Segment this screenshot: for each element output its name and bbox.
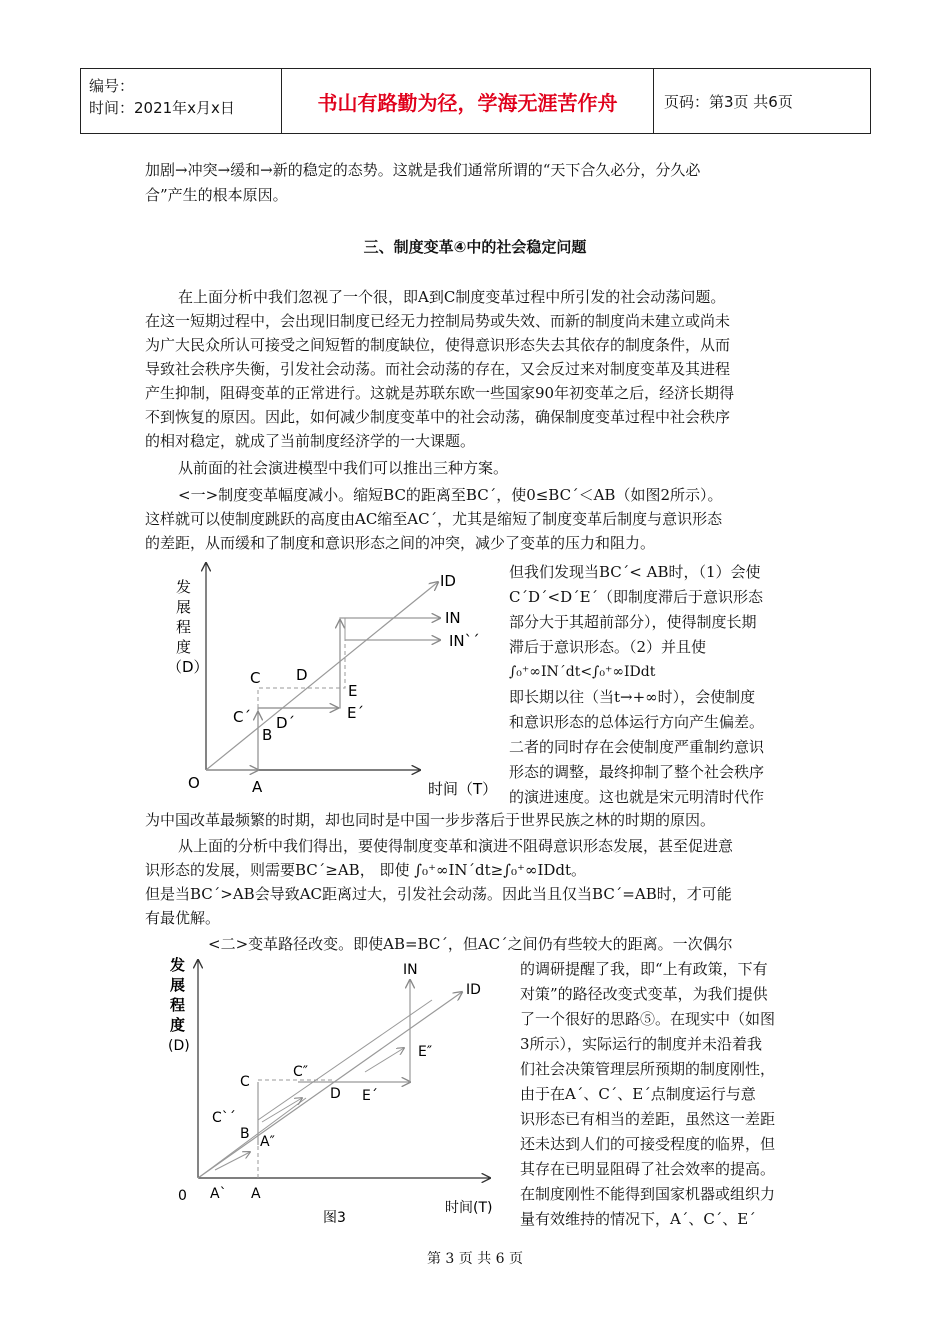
fig2-line-id: ID	[440, 572, 456, 590]
mid-diagonal	[258, 1000, 432, 1120]
fig3-ylabel-2: 展	[170, 976, 186, 994]
para5-line: 有最优解。	[145, 909, 221, 927]
side1-line: 滞后于意识形态。（2）并且使	[509, 638, 707, 656]
side2-line: 其存在已明显阻碍了社会效率的提高。	[520, 1160, 776, 1178]
para5-line: 识形态的发展，则需要BC´≥AB， 即使 ∫₀⁺∞IN´dt≥∫₀⁺∞IDdt。	[145, 861, 587, 879]
fig3-ylabel-5: (D)	[168, 1038, 190, 1054]
para6-line: <二>变革路径改变。即使AB=BC´，但AC´之间仍有些较大的距离。一次偶尔	[208, 935, 733, 953]
header-page-info: 页码：第3页 共6页	[664, 92, 793, 111]
side1-line: 形态的调整，最终抑制了整个社会秩序	[509, 763, 765, 781]
para1-line: 产生抑制，阻碍变革的正常进行。这就是苏联东欧一些国家90年初变革之后，经济长期得	[145, 384, 735, 402]
fig3-ylabel-4: 度	[170, 1016, 186, 1034]
fig3-point-e-prime: E´	[362, 1088, 378, 1104]
header-meta	[81, 69, 282, 133]
side1-line: 部分大于其超前部分），使得制度长期	[509, 613, 757, 631]
fig2-point-a: A	[252, 778, 263, 796]
intro-line-2: 合”产生的根本原因。	[145, 186, 288, 204]
fig2-point-d: D	[296, 666, 308, 684]
page-header	[80, 68, 871, 134]
fig3-point-c: C	[240, 1074, 250, 1090]
figure-3	[145, 952, 515, 1232]
para1-line: 为广大民众所认可接受之间短暂的制度缺位，使得意识形态失去其依存的制度条件，从而	[145, 336, 731, 354]
header-motto: 书山有路勤为径，学海无涯苦作舟	[282, 69, 654, 133]
fig2-point-c-prime: C´	[233, 708, 251, 726]
side1-formula: ∫₀⁺∞IN´dt<∫₀⁺∞IDdt	[509, 664, 656, 680]
fig3-origin: 0	[178, 1188, 187, 1204]
para4-line: 为中国改革最频繁的时期，却也同时是中国一步步落后于世界民族之林的时期的原因。	[145, 811, 716, 829]
fig2-point-b: B	[262, 726, 273, 744]
fig3-caption: 图3	[323, 1210, 346, 1226]
fig2-line-in: IN	[445, 609, 461, 627]
fig3-xlabel: 时间(T)	[445, 1200, 493, 1216]
side2-line: 量有效维持的情况下，A´、C´、E´	[520, 1210, 756, 1228]
fig2-point-d-prime: D´	[276, 714, 296, 732]
fig3-line-in: IN	[403, 962, 418, 978]
fig2-point-e: E	[348, 682, 358, 700]
side2-line: 识形态已有相当的差距，虽然这一差距	[520, 1110, 776, 1128]
e-arrow	[365, 1048, 404, 1072]
para2: 从前面的社会演进模型中我们可以推出三种方案。	[178, 459, 509, 477]
fig2-ylabel-1: 发	[176, 578, 192, 596]
para5-line: 从上面的分析中我们得出，要使得制度变革和演进不阻碍意识形态发展，甚至促进意	[178, 837, 734, 855]
fig3-point-b: B	[240, 1126, 250, 1142]
fig2-point-c: C	[250, 669, 261, 687]
intro-line-1: 加剧→冲突→缓和→新的稳定的态势。这就是我们通常所谓的“天下合久必分，分久必	[145, 161, 701, 179]
para3-line: 这样就可以使制度跳跃的高度由AC缩至AC´，尤其是缩短了制度变革后制度与意识形态	[145, 510, 723, 528]
side1-line: C´D´<D´E´（即制度滞后于意识形态	[509, 588, 764, 606]
side2-line: 在制度刚性不能得到国家机器或组织力	[520, 1185, 776, 1203]
fig2-point-e-prime: E´	[347, 704, 364, 722]
para1-line: 的相对稳定，就成了当前制度经济学的一大课题。	[145, 432, 476, 450]
side2-line: 还未达到人们的可接受程度的临界，但	[520, 1135, 776, 1153]
fig2-line-in-pp: IN`´	[449, 632, 480, 650]
side1-line: 即长期以往（当t→+∞时），会使制度	[509, 688, 756, 706]
side2-line: 们社会决策管理层所预期的制度刚性，	[520, 1060, 776, 1078]
side2-line: 的调研提醒了我，即“上有政策，下有	[520, 960, 768, 978]
side2-line: 3所示），实际运行的制度并未沿着我	[520, 1035, 763, 1053]
para1-line: 导致社会秩序失衡，引发社会动荡。而社会动荡的存在，又会反过来对制度变革及其进程	[145, 360, 731, 378]
side2-line: 由于在A´、C´、E´点制度运行与意	[520, 1085, 756, 1103]
side1-line: 二者的同时存在会使制度严重制约意识	[509, 738, 765, 756]
fig3-ylabel-3: 程	[170, 996, 186, 1014]
para3-line: <一>制度变革幅度减小。缩短BC的距离至BC´，使0≤BC´＜AB（如图2所示）。	[178, 486, 723, 504]
fig2-xlabel: 时间（T）	[428, 780, 498, 798]
figure-2	[145, 555, 505, 805]
section-title: 三、制度变革④中的社会稳定问题	[363, 238, 587, 256]
para1-line: 不到恢复的原因。因此，如何减少制度变革中的社会动荡，确保制度变革过程中社会秩序	[145, 408, 731, 426]
side2-line: 了一个很好的思路⑤。在现实中（如图	[520, 1010, 776, 1028]
fig2-ylabel-3: 程	[176, 618, 192, 636]
page-footer: 第 3 页 共 6 页	[426, 1251, 524, 1267]
number-label: 编号：	[89, 77, 135, 95]
fig3-line-id: ID	[466, 982, 481, 998]
fig3-point-d: D	[330, 1086, 341, 1102]
fig3-ylabel-1: 发	[170, 956, 186, 974]
para1-line: 在上面分析中我们忽视了一个很，即A到C制度变革过程中所引发的社会动荡问题。	[178, 288, 726, 306]
para3-line: 的差距，从而缓和了制度和意识形态之间的冲突，减少了变革的压力和阻力。	[145, 534, 656, 552]
side1-line: 的演进速度。这也就是宋元明清时代作	[509, 788, 765, 806]
fig3-point-c-prime: C`´	[212, 1110, 236, 1126]
fig2-origin: O	[188, 774, 200, 792]
para1-line: 在这一短期过程中，会出现旧制度已经无力控制局势或失效、而新的制度尚未建立或尚未	[145, 312, 731, 330]
side1-line: 和意识形态的总体运行方向产生偏差。	[509, 713, 765, 731]
fig2-ylabel-4: 度	[176, 638, 192, 656]
dashed-path-1	[258, 618, 345, 708]
id-line	[206, 582, 438, 770]
para5-line: 但是当BC´>AB会导致AC距离过大，引发社会动荡。因此当且仅当BC´=AB时，才可能	[145, 885, 732, 903]
in-line	[206, 618, 440, 770]
fig3-point-e-pp: E″	[418, 1044, 433, 1060]
id-line	[198, 992, 462, 1178]
fig2-ylabel-5: （D）	[167, 658, 209, 676]
fig3-point-a-prime: A`	[210, 1186, 227, 1202]
side2-line: 对策”的路径改变式变革，为我们提供	[520, 985, 768, 1003]
side1-line: 但我们发现当BC´< AB时，（1）会使	[509, 563, 761, 581]
time-label: 时间：2021年x月x日	[89, 99, 235, 117]
fig3-point-a: A	[251, 1186, 261, 1202]
fig2-ylabel-2: 展	[176, 598, 192, 616]
fig3-point-c-pp: C″	[293, 1064, 309, 1080]
fig3-point-a-pp: A″	[260, 1134, 275, 1150]
